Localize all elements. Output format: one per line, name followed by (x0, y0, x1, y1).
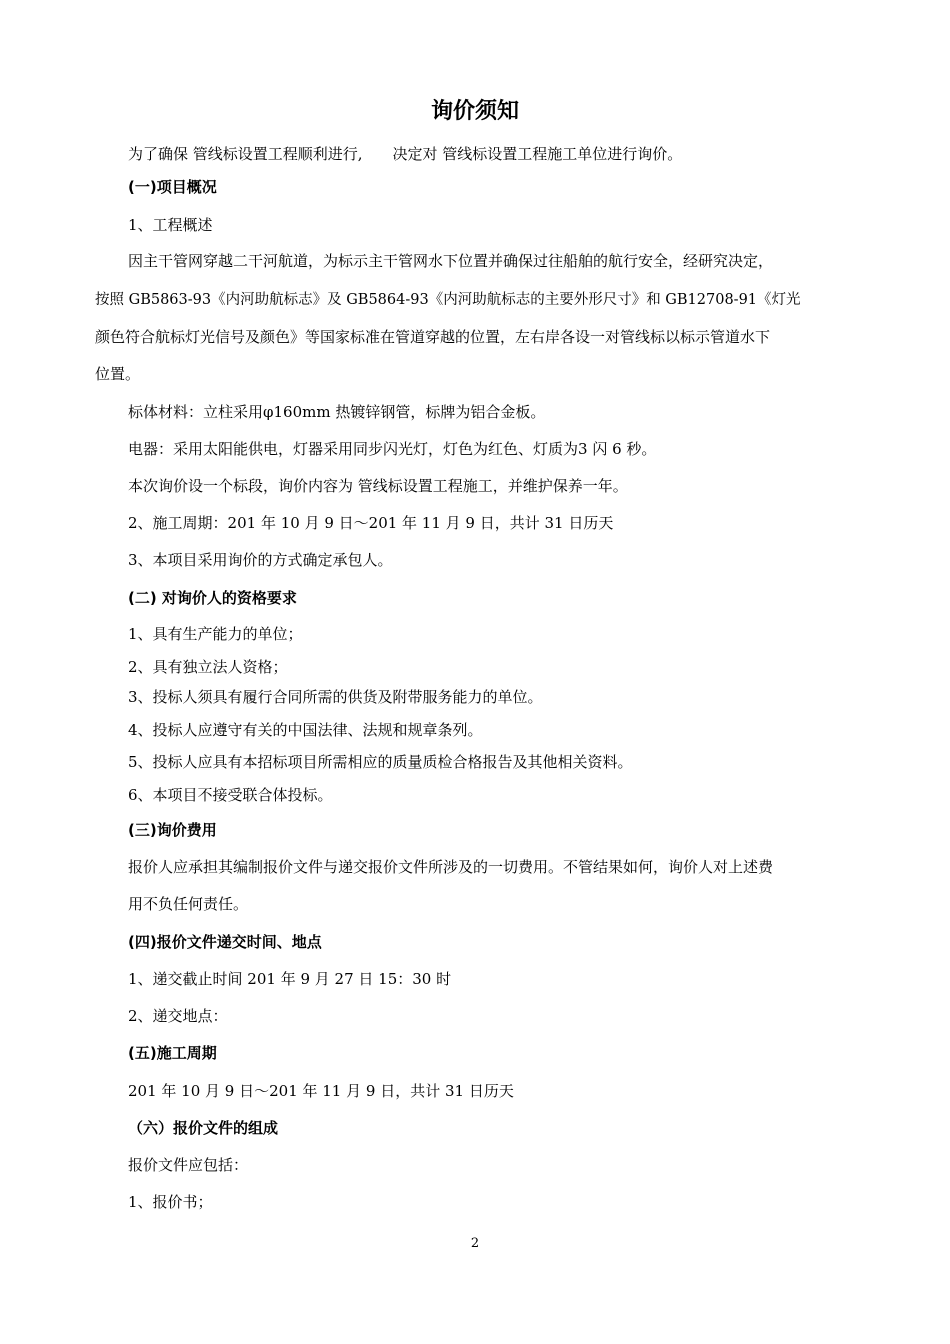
qualification-item-2: 2、具有独立法人资格； (128, 658, 288, 676)
qualification-item-3: 3、投标人须具有履行合同所需的供货及附带服务能力的单位。 (128, 688, 543, 706)
qualification-item-5: 5、投标人应具有本招标项目所需相应的质量质检合格报告及其他相关资料。 (128, 753, 633, 771)
section-1-heading: (一)项目概况 (128, 178, 217, 196)
composition-item-1: 1、报价书； (128, 1193, 213, 1211)
qualification-item-6: 6、本项目不接受联合体投标。 (128, 786, 333, 804)
page-number: 2 (470, 1236, 480, 1251)
section-6-heading: （六）报价文件的组成 (128, 1119, 279, 1137)
composition-text: 报价文件应包括： (128, 1156, 249, 1174)
section-5-heading: (五)施工周期 (128, 1044, 217, 1062)
qualification-item-1: 1、具有生产能力的单位； (128, 625, 303, 643)
method-text: 3、本项目采用询价的方式确定承包人。 (128, 551, 393, 569)
material-text: 标体材料：立柱采用φ160mm 热镀锌钢管，标牌为铝合金板。 (128, 403, 546, 421)
section-4-heading: (四)报价文件递交时间、地点 (128, 933, 322, 951)
electric-text: 电器：采用太阳能供电，灯器采用同步闪光灯，灯色为红色、灯质为3 闪 6 秒。 (128, 440, 657, 458)
overview-line-1: 因主干管网穿越二干河航道，为标示主干管网水下位置并确保过往船舶的航行安全，经研究决定， (128, 252, 774, 270)
construction-period-text: 201 年 10 月 9 日～201 年 11 月 9 日，共计 31 日历天 (128, 1082, 514, 1100)
qualification-item-4: 4、投标人应遵守有关的中国法律、法规和规章条列。 (128, 721, 483, 739)
scope-text: 本次询价设一个标段，询价内容为 管线标设置工程施工，并维护保养一年。 (128, 477, 628, 495)
place-text: 2、递交地点： (128, 1007, 228, 1025)
fee-line-1: 报价人应承担其编制报价文件与递交报价文件所涉及的一切费用。不管结果如何，询价人对上述费 (128, 858, 774, 876)
overview-subtitle: 1、工程概述 (128, 216, 213, 234)
overview-line-4: 位置。 (95, 365, 141, 383)
section-2-heading: (二) 对询价人的资格要求 (128, 589, 297, 607)
period-text: 2、施工周期：201 年 10 月 9 日～201 年 11 月 9 日，共计 31 日历天 (128, 514, 614, 532)
overview-line-2: 按照 GB5863-93《内河助航标志》及 GB5864-93《内河助航标志的主要外形尺寸》和 GB12708-91《灯光 (95, 292, 801, 308)
section-3-heading: (三)询价费用 (128, 821, 217, 839)
deadline-text: 1、递交截止时间 201 年 9 月 27 日 15：30 时 (128, 970, 452, 988)
fee-line-2: 用不负任何责任。 (128, 895, 249, 913)
overview-line-3: 颜色符合航标灯光信号及颜色》等国家标准在管道穿越的位置，左右岸各设一对管线标以标示管道水下 (95, 328, 771, 346)
intro-paragraph: 为了确保 管线标设置工程顺利进行, 决定对 管线标设置工程施工单位进行询价。 (128, 145, 683, 163)
page-title: 询价须知 (430, 99, 519, 124)
